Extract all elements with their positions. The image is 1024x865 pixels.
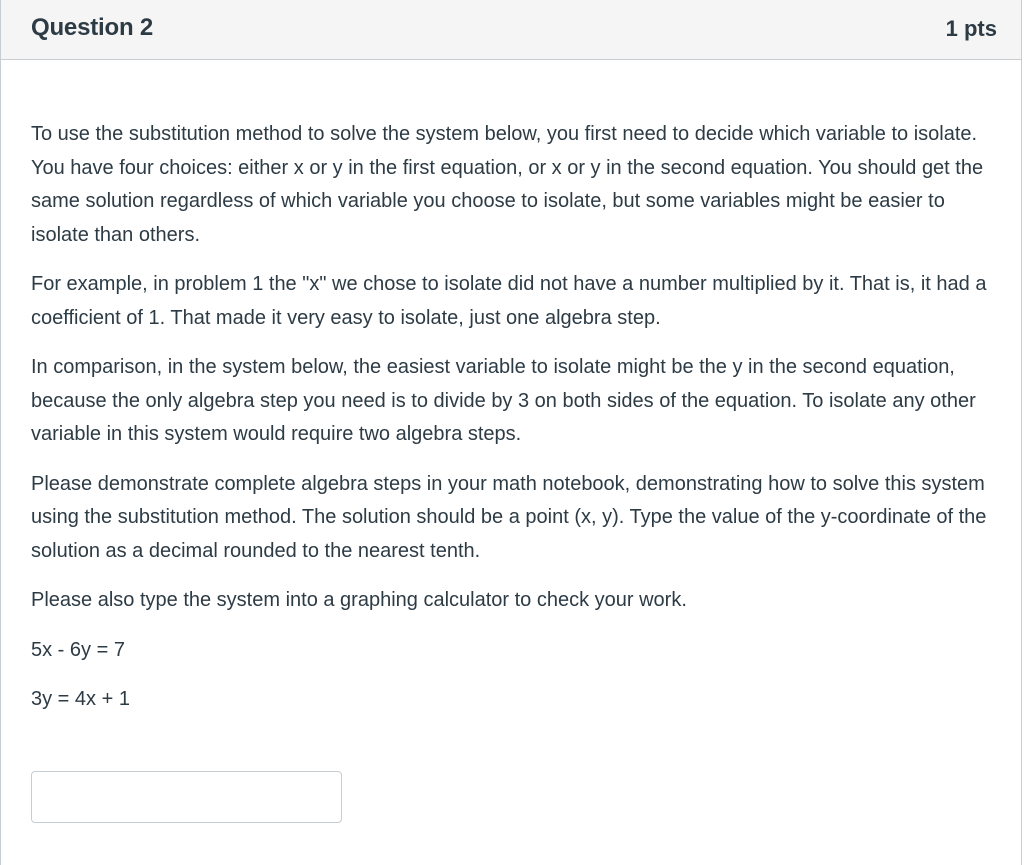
- answer-input[interactable]: [31, 771, 342, 823]
- question-header: [1, 0, 1021, 60]
- equation-1: 5x - 6y = 7: [31, 638, 125, 661]
- paragraph: To use the substitution method to solve the system below, you first need to decide which variable to isolate. You have four choices: either x or y in the first equation, or x or y in the second equation. You should get the same solution regardless of which variable you choose to isolate, but some variables might be easier to isolate than others.: [31, 123, 984, 246]
- question-text: [31, 118, 997, 733]
- equation-2: 3y = 4x + 1: [31, 688, 130, 710]
- paragraph: Please also type the system into a graphing calculator to check your work.: [31, 589, 687, 611]
- paragraph: Please demonstrate complete algebra steps in your math notebook, demonstrating how to solve this system using the substitution method. The solution should be a point (x, y). Type the value of the y-coordinate of the solution as a decimal rounded to the nearest tenth.: [31, 472, 987, 562]
- question-points: 1 pts: [945, 16, 997, 41]
- paragraph: For example, in problem 1 the "x" we chose to isolate did not have a number multiplied by it. That is, it had a coefficient of 1. That made it very easy to isolate, just one algebra step.: [31, 273, 987, 329]
- paragraph: In comparison, in the system below, the easiest variable to isolate might be the y in the second equation, because the only algebra step you need is to divide by 3 on both sides of the equation. To isolate any other variable in this system would require two algebra steps.: [31, 356, 976, 445]
- question-title: Question 2: [31, 14, 154, 41]
